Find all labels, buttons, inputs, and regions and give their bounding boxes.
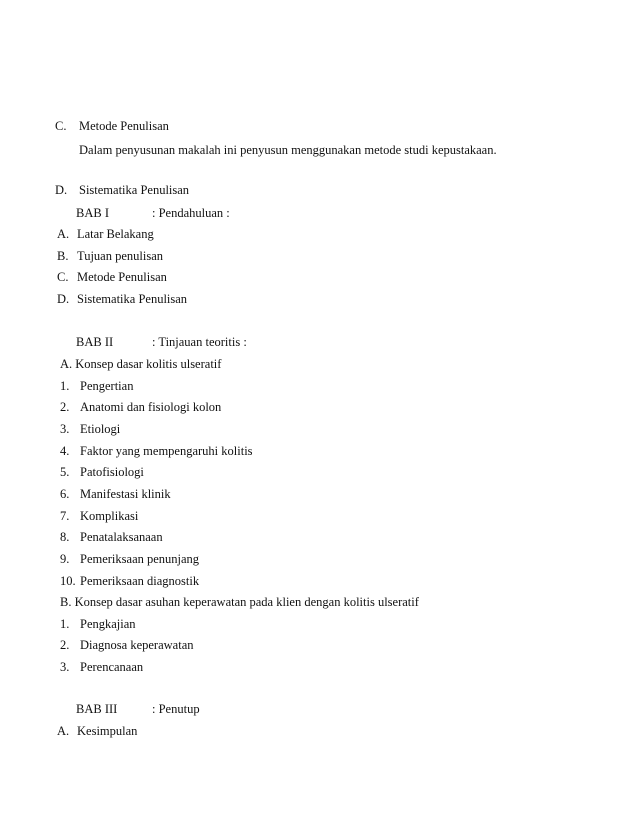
list-marker: 1. — [60, 617, 70, 631]
list-marker: 9. — [60, 552, 70, 566]
list-marker: 2. — [60, 400, 70, 414]
list-text: Patofisiologi — [80, 465, 144, 479]
list-text: Pengertian — [80, 379, 134, 393]
bab3-heading — [76, 701, 200, 717]
list-text: Diagnosa keperawatan — [80, 638, 194, 652]
bab2-name: BAB II — [76, 335, 114, 349]
list-item — [57, 291, 187, 307]
section-c-title: Metode Penulisan — [79, 119, 169, 133]
bab1-desc: : Pendahuluan : — [152, 206, 230, 220]
list-text: Penatalaksanaan — [80, 530, 163, 544]
section-c-heading — [55, 118, 169, 134]
list-item — [60, 378, 133, 394]
list-item — [57, 248, 163, 264]
list-marker: 1. — [60, 379, 70, 393]
list-item — [60, 464, 144, 480]
list-marker: 2. — [60, 638, 70, 652]
bab1-heading — [76, 205, 230, 221]
list-marker: 8. — [60, 530, 70, 544]
list-text: Kesimpulan — [77, 724, 138, 738]
list-text: Tujuan penulisan — [77, 249, 163, 263]
section-c-letter: C. — [55, 119, 67, 133]
list-marker: 10. — [60, 574, 76, 588]
list-text: Metode Penulisan — [77, 270, 167, 284]
list-item — [60, 486, 171, 502]
list-item — [60, 421, 120, 437]
section-c-body: Dalam penyusunan makalah ini penyusun menggunakan metode studi kepustakaan. — [79, 143, 497, 157]
list-item — [60, 573, 199, 589]
list-text: Pemeriksaan penunjang — [80, 552, 200, 566]
list-marker: B. — [57, 249, 69, 263]
list-marker: 3. — [60, 660, 70, 674]
list-marker: 4. — [60, 444, 70, 458]
list-text: Sistematika Penulisan — [77, 292, 188, 306]
bab3-name: BAB III — [76, 702, 118, 716]
list-marker: 6. — [60, 487, 70, 501]
list-item — [60, 659, 143, 675]
list-text: Manifestasi klinik — [80, 487, 171, 501]
list-item — [60, 443, 253, 459]
bab2-heading — [76, 334, 247, 350]
list-text: Faktor yang mempengaruhi kolitis — [80, 444, 253, 458]
list-marker: 7. — [60, 509, 70, 523]
list-marker: D. — [57, 292, 70, 306]
list-item — [60, 508, 138, 524]
bab1-name: BAB I — [76, 206, 109, 220]
list-item — [57, 269, 167, 285]
bab2-group-b: B. Konsep dasar asuhan keperawatan pada klien dengan kolitis ulseratif — [60, 595, 419, 609]
list-item — [60, 637, 194, 653]
list-text: Pemeriksaan diagnostik — [80, 574, 200, 588]
list-item — [60, 616, 136, 632]
list-item — [60, 551, 199, 567]
list-marker: C. — [57, 270, 69, 284]
list-marker: 5. — [60, 465, 70, 479]
list-text: Pengkajian — [80, 617, 136, 631]
bab2-desc: : Tinjauan teoritis : — [152, 335, 247, 349]
list-item — [60, 529, 163, 545]
list-text: Etiologi — [80, 422, 121, 436]
bab2-group-a: A. Konsep dasar kolitis ulseratif — [60, 357, 222, 371]
bab3-desc: : Penutup — [152, 702, 200, 716]
section-d-letter: D. — [55, 183, 68, 197]
list-text: Komplikasi — [80, 509, 139, 523]
list-text: Anatomi dan fisiologi kolon — [80, 400, 222, 414]
list-marker: A. — [57, 724, 70, 738]
list-item — [60, 399, 221, 415]
list-item — [57, 226, 154, 242]
list-text: Latar Belakang — [77, 227, 154, 241]
list-text: Perencanaan — [80, 660, 144, 674]
list-item — [57, 723, 137, 739]
section-d-title: Sistematika Penulisan — [79, 183, 190, 197]
list-marker: A. — [57, 227, 70, 241]
list-marker: 3. — [60, 422, 70, 436]
section-d-heading — [55, 182, 189, 198]
